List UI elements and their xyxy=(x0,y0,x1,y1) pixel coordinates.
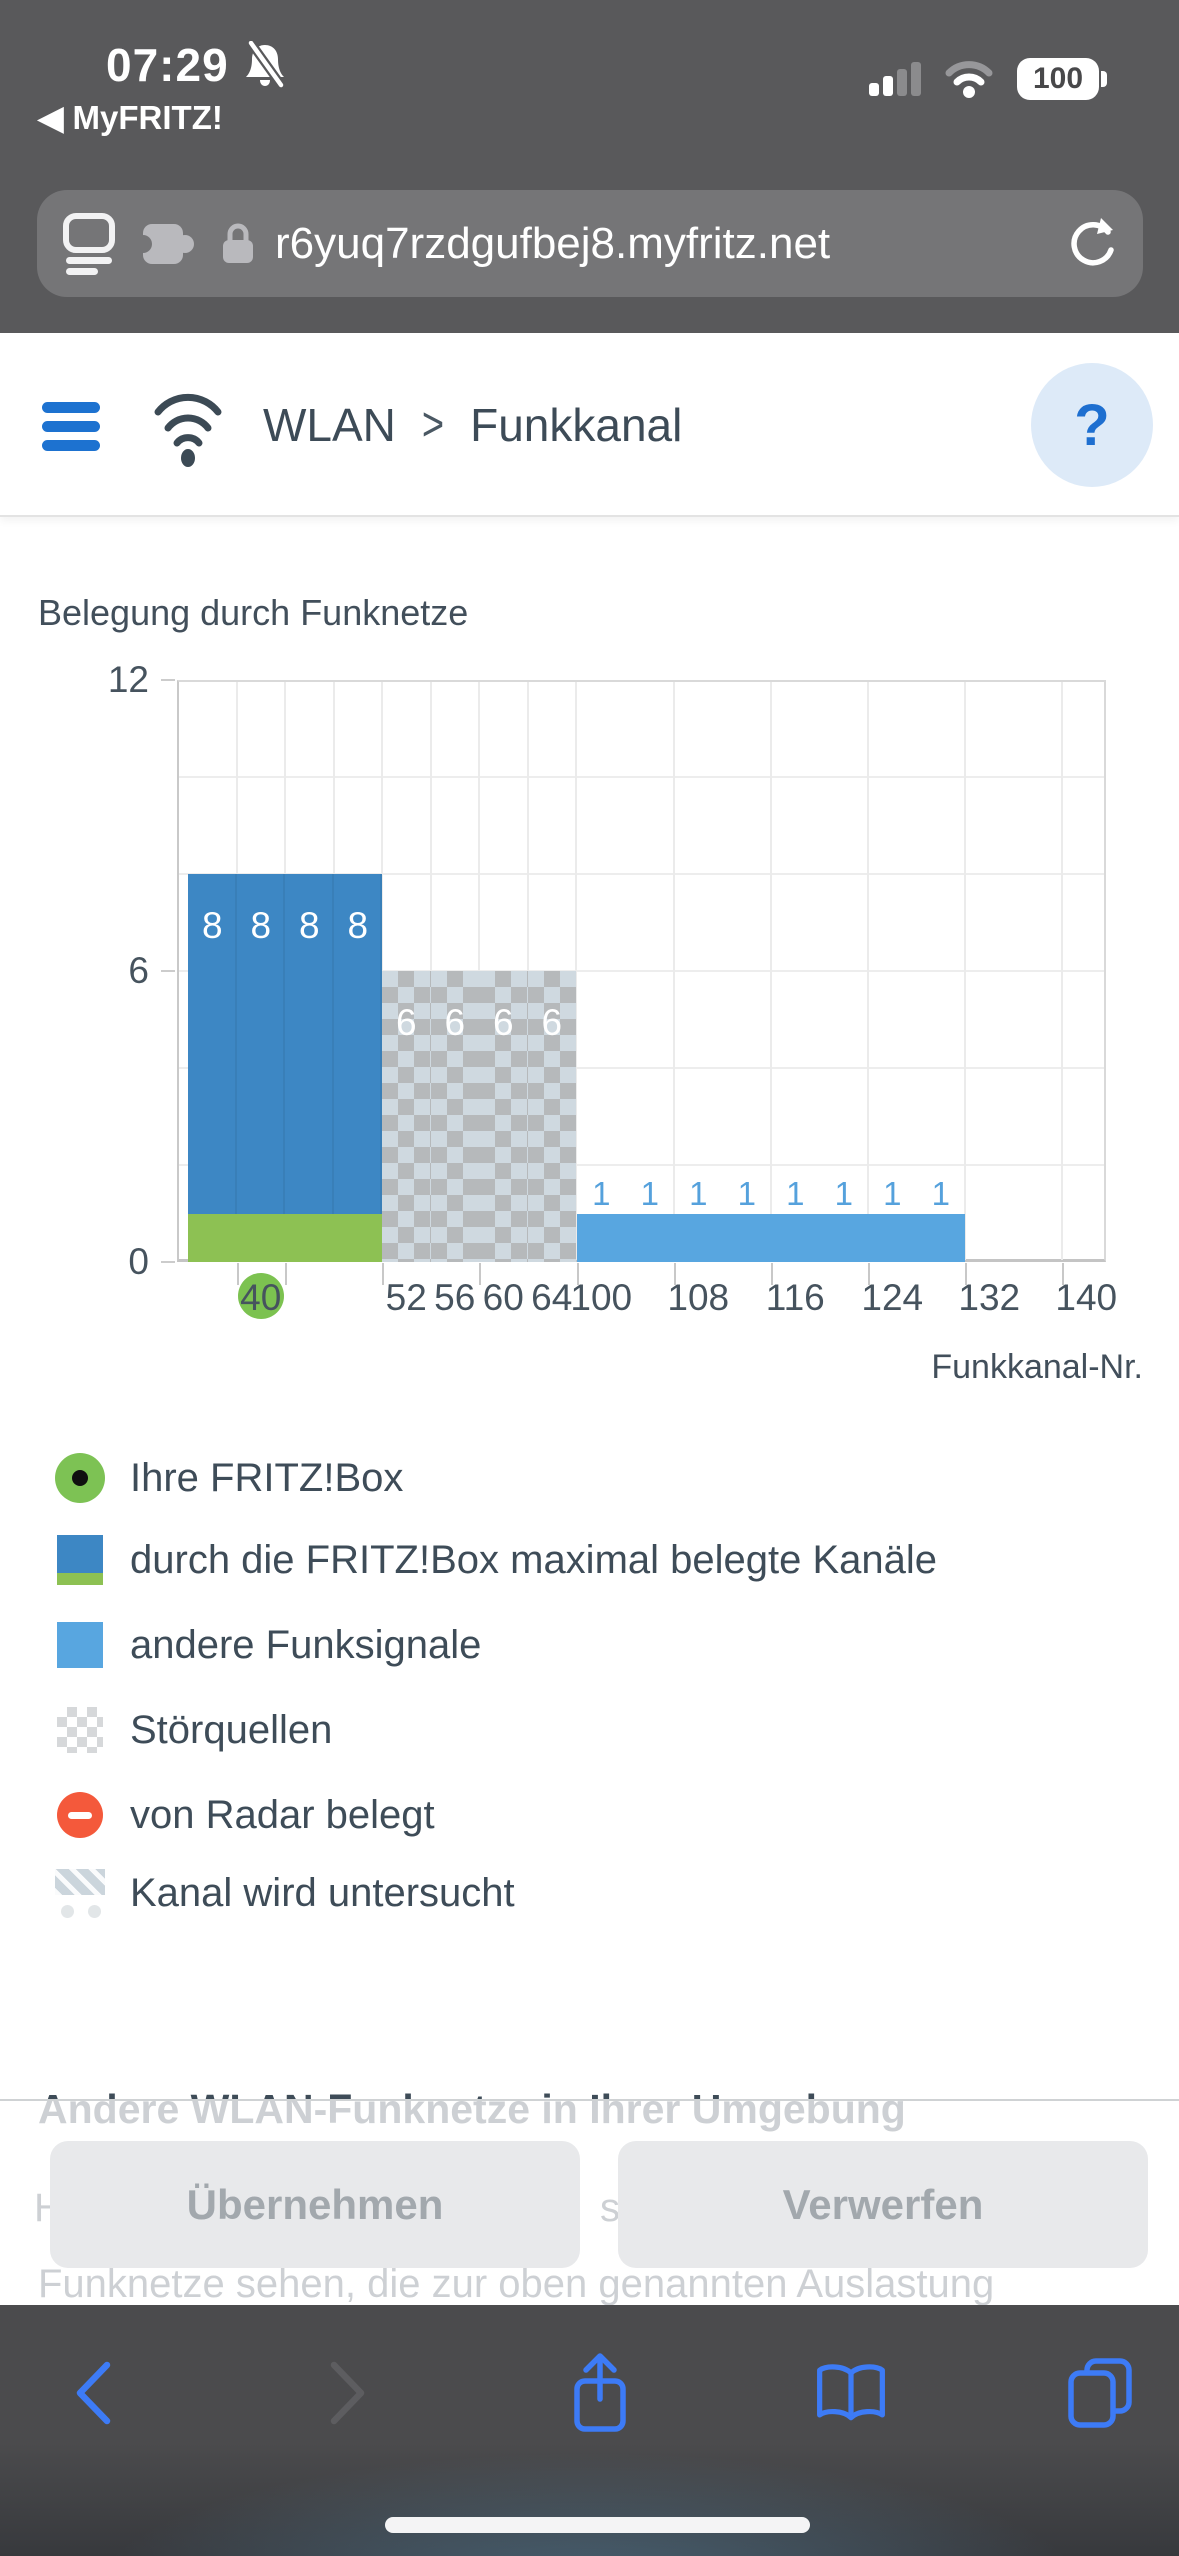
chart-vgridline xyxy=(770,682,772,1260)
menu-hamburger-icon[interactable] xyxy=(42,402,100,459)
x-axis-tick xyxy=(285,1263,287,1285)
legend-item: Ihre FRITZ!Box xyxy=(55,1436,403,1520)
extensions-puzzle-icon[interactable] xyxy=(141,221,195,267)
bar-value-label: 1 xyxy=(786,1174,805,1212)
bar-value-label: 8 xyxy=(347,905,369,946)
interference-legend-icon xyxy=(55,1707,105,1753)
bar-value-label: 6 xyxy=(444,1002,466,1043)
own-channel-legend-icon xyxy=(55,1453,105,1503)
y-axis-tick xyxy=(161,1261,175,1263)
tabs-icon[interactable] xyxy=(1062,2355,1138,2431)
bar-value-label: 1 xyxy=(883,1174,902,1212)
wlan-section-icon xyxy=(148,386,228,477)
bar-value-label: 1 xyxy=(931,1174,950,1212)
x-axis-tick xyxy=(382,1263,384,1285)
browser-toolbar xyxy=(0,2305,1179,2556)
reload-icon[interactable] xyxy=(1065,216,1117,272)
action-bar-overlay xyxy=(0,2099,1179,2305)
legend-item: durch die FRITZ!Box maximal belegte Kanäle xyxy=(55,1518,937,1602)
x-axis-label: 56 xyxy=(434,1277,476,1318)
x-axis-label: 52 xyxy=(385,1277,427,1318)
x-axis-label: 60 xyxy=(482,1277,524,1318)
legend-item: Störquellen xyxy=(55,1688,332,1772)
forward-icon[interactable] xyxy=(310,2355,386,2431)
x-axis-label: 40 xyxy=(240,1277,282,1318)
cellular-signal-icon xyxy=(869,62,921,96)
x-axis-label: 140 xyxy=(1055,1277,1118,1318)
bar-value-label: 1 xyxy=(592,1174,611,1212)
bar-channel-112 xyxy=(723,1214,772,1263)
bell-slash-icon xyxy=(243,41,287,89)
bar-value-label: 1 xyxy=(640,1174,659,1212)
clock: 07:29 xyxy=(106,39,229,91)
discard-button[interactable]: Verwerfen xyxy=(618,2141,1148,2268)
x-axis-tick xyxy=(237,1263,239,1285)
legend-item: andere Funksignale xyxy=(55,1603,481,1687)
chart-vgridline xyxy=(673,682,675,1260)
bar-value-label: 6 xyxy=(541,1002,563,1043)
chart-vgridline xyxy=(867,682,869,1260)
scanning-legend-icon xyxy=(55,1869,105,1918)
bar-green-base xyxy=(188,1214,237,1263)
bar-channel-120 xyxy=(820,1214,869,1263)
bar-value-label: 8 xyxy=(298,905,320,946)
back-icon[interactable] xyxy=(55,2355,131,2431)
breadcrumb-section: WLAN xyxy=(263,399,396,451)
lock-icon xyxy=(221,223,255,265)
bar-channel-108 xyxy=(674,1214,723,1263)
legend-item: von Radar belegt xyxy=(55,1773,435,1857)
bar-value-label: 1 xyxy=(737,1174,756,1212)
x-axis-label: 108 xyxy=(667,1277,730,1318)
bar-value-label: 1 xyxy=(834,1174,853,1212)
status-bar xyxy=(0,0,1179,333)
radar-legend-icon xyxy=(55,1792,105,1838)
legend-item: Kanal wird untersucht xyxy=(55,1851,515,1935)
other-signals-legend-icon xyxy=(55,1622,105,1668)
x-axis-title: Funkkanal-Nr. xyxy=(931,1348,1143,1386)
y-axis-label: 12 xyxy=(107,659,149,700)
bookmarks-icon[interactable] xyxy=(813,2355,889,2431)
bar-channel-104 xyxy=(626,1214,675,1263)
share-icon[interactable] xyxy=(562,2355,638,2431)
bar-channel-116 xyxy=(771,1214,820,1263)
x-axis-label: 64 xyxy=(531,1277,573,1318)
chart-vgridline xyxy=(1061,682,1063,1260)
breadcrumb-page: Funkkanal xyxy=(470,399,683,451)
bar-channel-124 xyxy=(868,1214,917,1263)
reader-options-icon[interactable] xyxy=(63,213,115,275)
bar-green-base xyxy=(285,1214,334,1263)
bar-green-base xyxy=(334,1214,383,1263)
y-axis-label: 6 xyxy=(128,950,149,991)
chart-vgridline xyxy=(964,682,966,1260)
bar-channel-100 xyxy=(577,1214,626,1263)
bar-value-label: 8 xyxy=(201,905,223,946)
address-bar[interactable] xyxy=(37,190,1143,297)
x-axis-label: 100 xyxy=(570,1277,633,1318)
x-axis-label: 116 xyxy=(765,1277,825,1318)
apply-button[interactable]: Übernehmen xyxy=(50,2141,580,2268)
x-axis-label: 124 xyxy=(861,1277,924,1318)
url-text[interactable]: r6yuq7rzdgufbej8.myfritz.net xyxy=(275,218,831,268)
bar-value-label: 6 xyxy=(395,1002,417,1043)
breadcrumb-separator: > xyxy=(421,398,445,451)
y-axis-tick xyxy=(161,970,175,972)
bar-value-label: 1 xyxy=(689,1174,708,1212)
bar-value-label: 6 xyxy=(492,1002,514,1043)
bar-green-base xyxy=(237,1214,286,1263)
wifi-status-icon xyxy=(943,60,995,98)
battery-icon: 100 xyxy=(1017,58,1099,100)
x-axis-tick xyxy=(479,1263,481,1285)
help-button[interactable]: ? xyxy=(1031,363,1153,487)
bar-channel-128 xyxy=(917,1214,966,1263)
x-axis-label: 132 xyxy=(958,1277,1021,1318)
chart-title: Belegung durch Funknetze xyxy=(38,592,469,633)
y-axis-tick xyxy=(161,679,175,681)
bar-value-label: 8 xyxy=(250,905,272,946)
home-indicator[interactable] xyxy=(385,2517,810,2533)
fritzbox-max-legend-icon xyxy=(55,1535,105,1585)
y-axis-label: 0 xyxy=(128,1241,149,1282)
breadcrumb xyxy=(263,398,682,452)
back-to-app-link[interactable]: ◀ MyFRITZ! xyxy=(38,99,223,136)
